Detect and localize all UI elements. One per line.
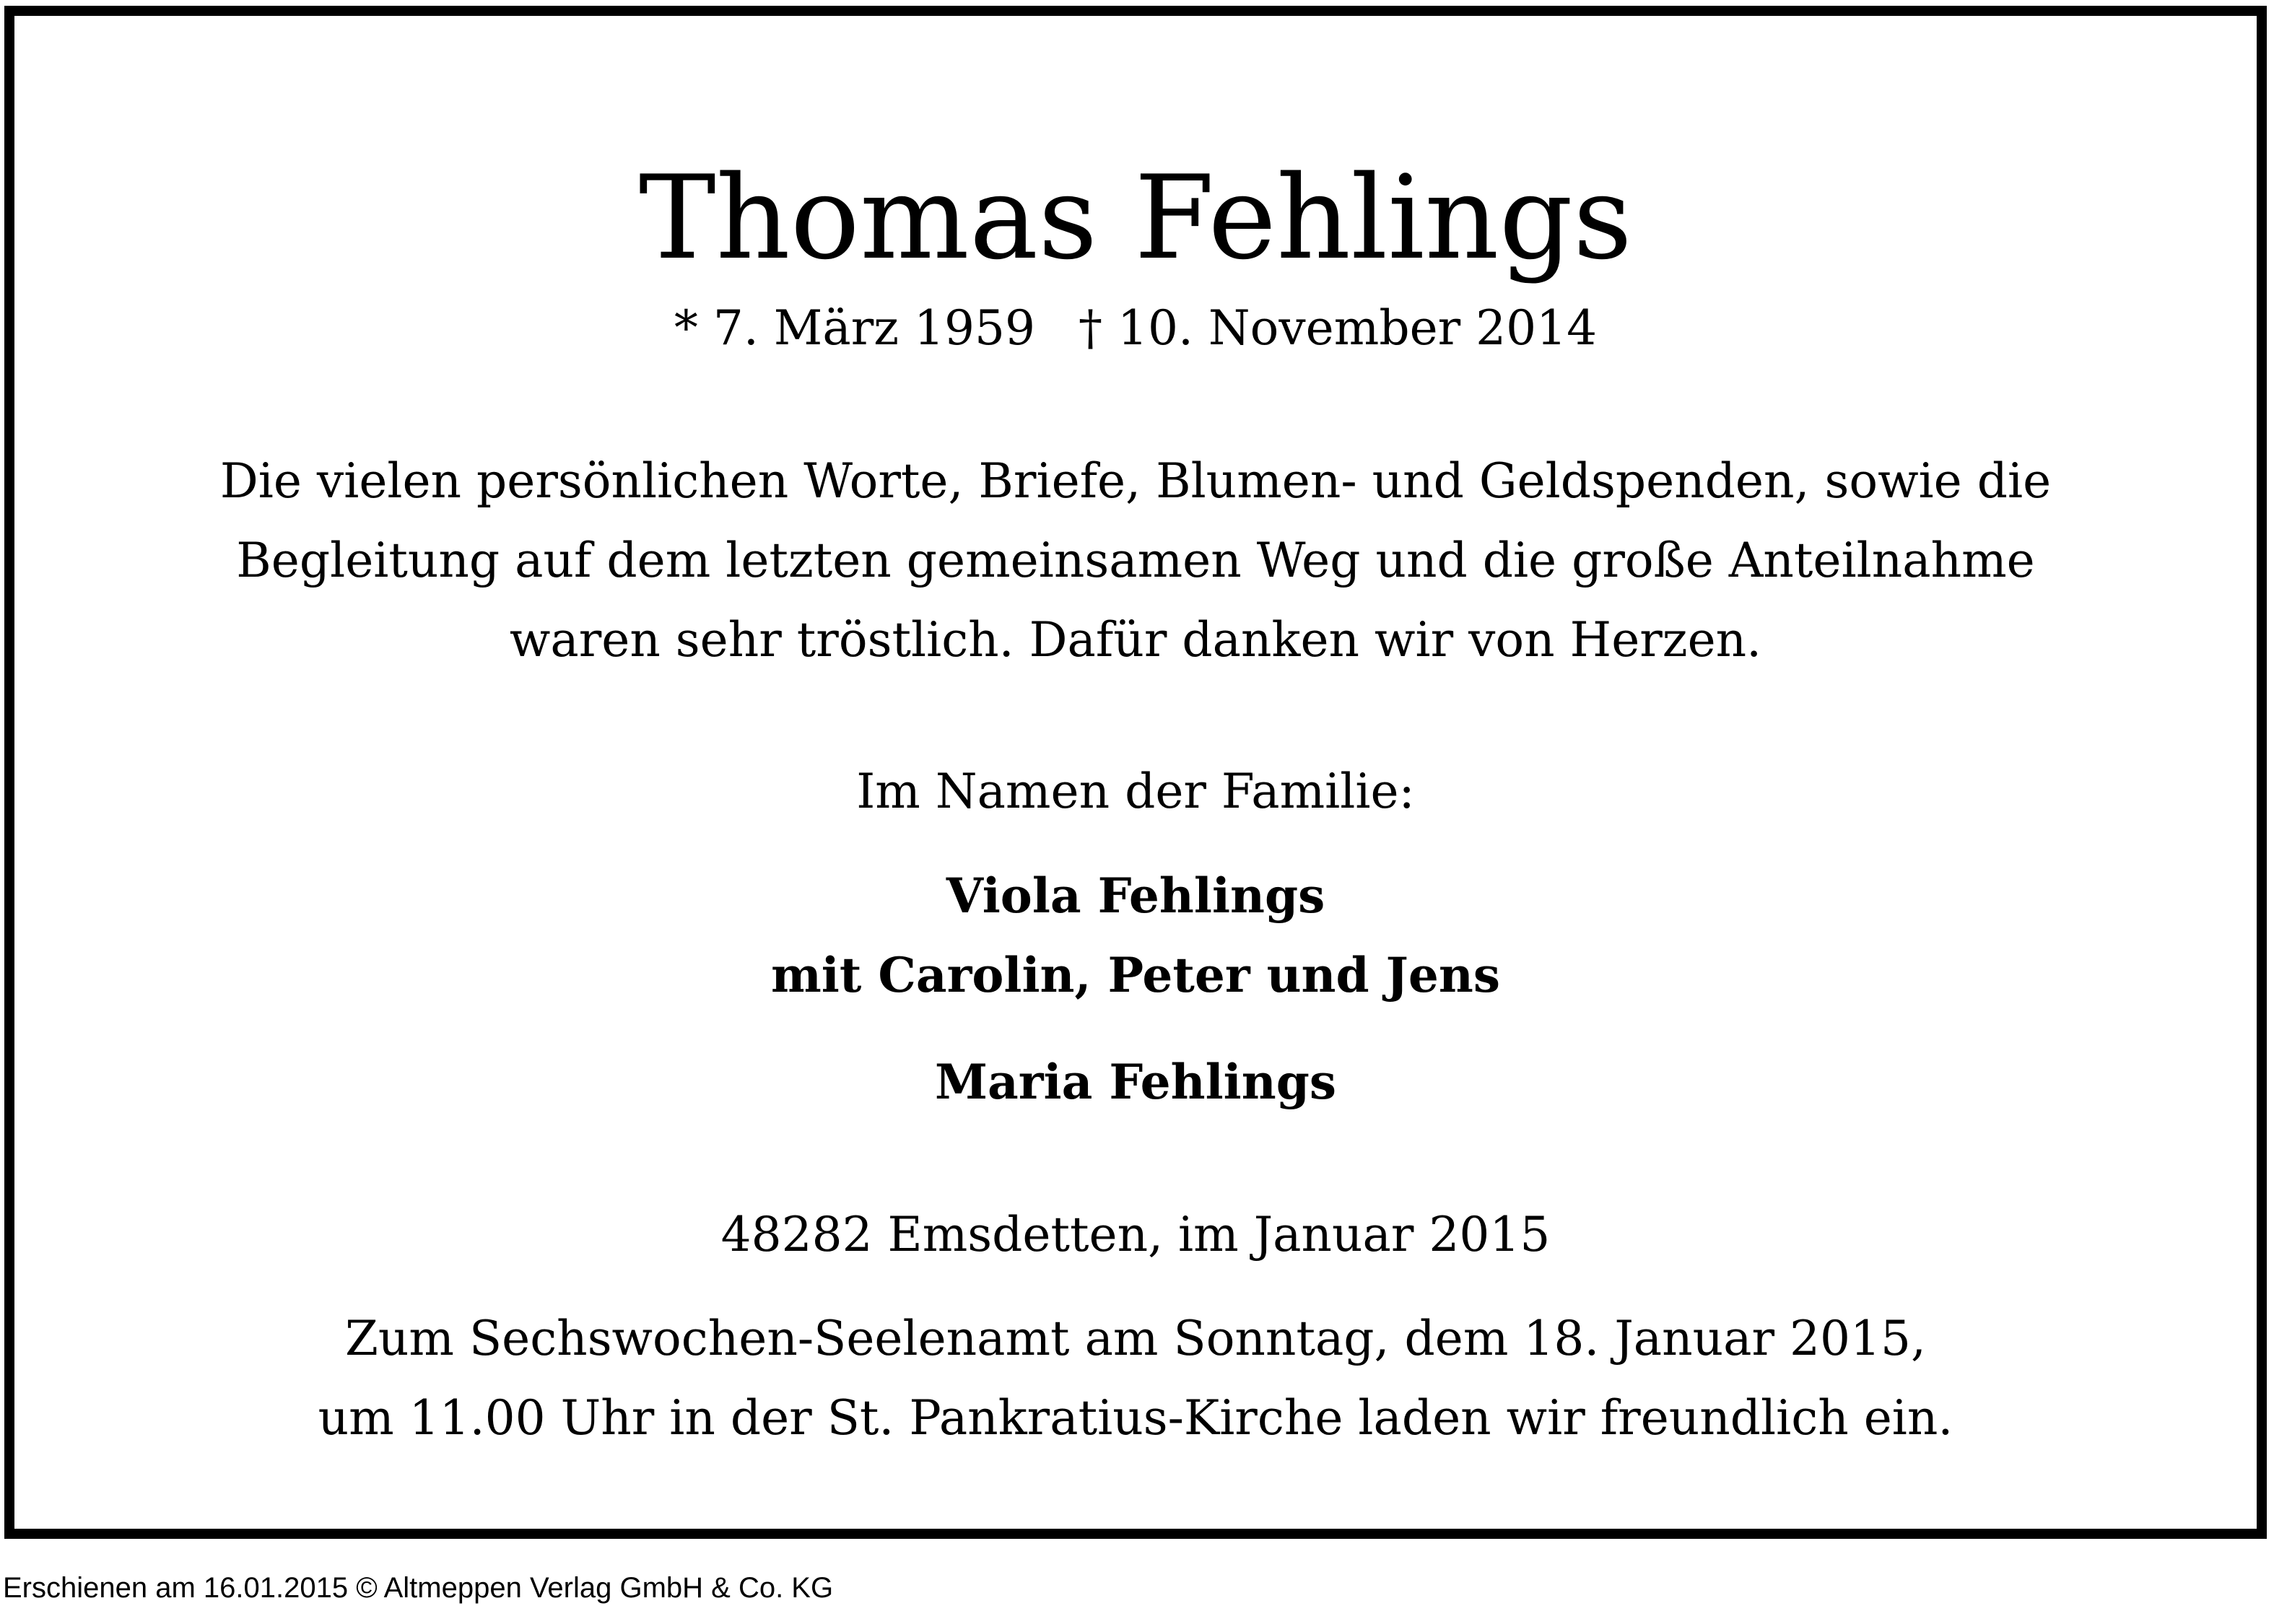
message-line: waren sehr tröstlich. Dafür danken wir von Herzen.	[509, 612, 1762, 668]
birth-date: * 7. März 1959	[674, 300, 1035, 356]
message-line: Begleitung auf dem letzten gemeinsamen Weg und die große Anteilnahme	[236, 533, 2035, 588]
invitation-line: um 11.00 Uhr in der St. Pankratius-Kirche laden wir freundlich ein.	[318, 1390, 1953, 1446]
death-date: † 10. November 2014	[1078, 300, 1598, 356]
family-intro: Im Namen der Familie:	[856, 764, 1415, 819]
invitation-line: Zum Sechswochen-Seelenamt am Sonntag, dem 18. Januar 2015,	[345, 1311, 1926, 1366]
life-dates	[14, 300, 2257, 356]
death-notice	[4, 6, 2267, 1539]
deceased-name: Thomas Fehlings	[638, 150, 1633, 285]
signer-children: mit Carolin, Peter und Jens	[770, 947, 1501, 1003]
publication-footer: Erschienen am 16.01.2015 © Altmeppen Verlag GmbH & Co. KG	[3, 1572, 834, 1604]
signer-name: Viola Fehlings	[946, 868, 1325, 924]
signer-name: Maria Fehlings	[934, 1054, 1337, 1110]
message-line: Die vielen persönlichen Worte, Briefe, Blumen- und Geldspenden, sowie die	[219, 453, 2052, 509]
place-date: 48282 Emsdetten, im Januar 2015	[720, 1207, 1551, 1262]
